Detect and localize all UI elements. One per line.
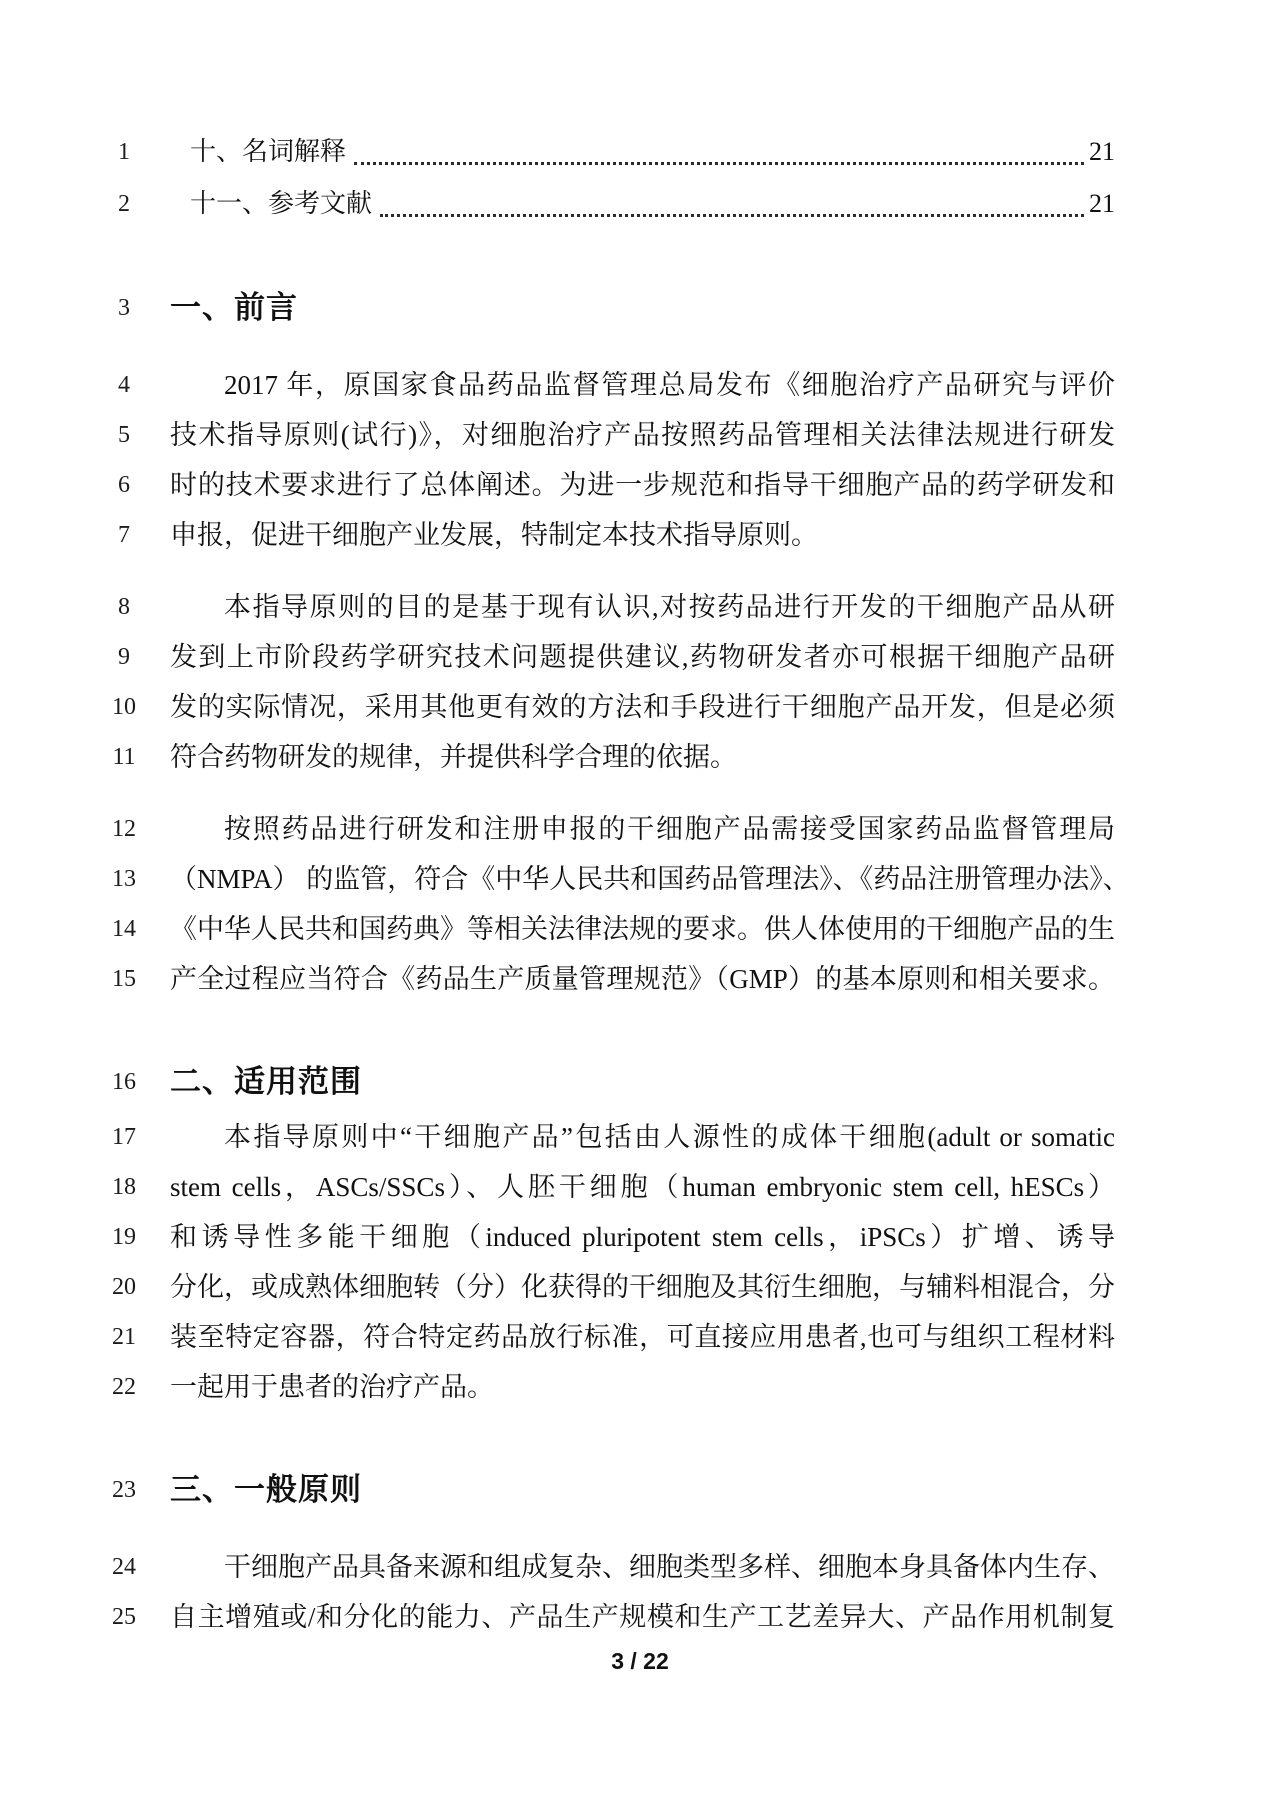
- body-row: [100, 582, 1115, 632]
- toc-row: [100, 126, 1115, 178]
- body-text-line: 发到上市阶段药学研究技术问题提供建议,药物研发者亦可根据干细胞产品研: [170, 642, 1115, 672]
- section-heading: 三、一般原则: [170, 1472, 362, 1507]
- line-number: 1: [118, 139, 130, 165]
- heading-row: [100, 1460, 1115, 1520]
- body-row: [100, 632, 1115, 682]
- body-row: [100, 1312, 1115, 1362]
- line-number: 12: [112, 816, 136, 842]
- body-text-line: （NMPA） 的监管，符合《中华人民共和国药品管理法》、《药品注册管理办法》、: [170, 864, 1130, 894]
- body-text-line: 时的技术要求进行了总体阐述。为进一步规范和指导干细胞产品的药学研发和: [170, 470, 1115, 500]
- body-text-line: stem cells，ASCs/SSCs）、人胚干细胞（human embryonic stem cell, hESCs）: [170, 1172, 1115, 1202]
- body-row: [100, 682, 1115, 732]
- body-row: [100, 1112, 1115, 1162]
- body-text-line: 技术指导原则(试行)》，对细胞治疗产品按照药品管理相关法律法规进行研发: [170, 420, 1115, 450]
- heading-row: [100, 1052, 1115, 1112]
- section-heading: 一、前言: [170, 290, 298, 325]
- body-text-line: 发的实际情况，采用其他更有效的方法和手段进行干细胞产品开发，但是必须: [170, 692, 1115, 722]
- body-row: [100, 510, 1115, 560]
- body-text-line: 装至特定容器，符合特定药品放行标准，可直接应用患者,也可与组织工程材料: [170, 1322, 1115, 1352]
- page-number-indicator: 3 / 22: [611, 1648, 669, 1674]
- body-text-line: 按照药品进行研发和注册申报的干细胞产品需接受国家药品监督管理局: [224, 814, 1115, 844]
- line-number: 8: [118, 594, 130, 620]
- line-number: 19: [112, 1224, 136, 1250]
- line-number: 13: [112, 866, 136, 892]
- body-row: [100, 1592, 1115, 1642]
- line-number: 18: [112, 1174, 136, 1200]
- body-text-line: 分化，或成熟体细胞转（分）化获得的干细胞及其衍生细胞，与辅料相混合，分: [170, 1272, 1115, 1302]
- body-text-line: 申报，促进干细胞产业发展，特制定本技术指导原则。: [170, 520, 818, 550]
- body-text-line: 《中华人民共和国药典》等相关法律法规的要求。供人体使用的干细胞产品的生: [170, 914, 1115, 944]
- line-number: 16: [112, 1069, 136, 1095]
- line-number: 9: [118, 644, 130, 670]
- line-number: 15: [112, 966, 136, 992]
- body-text-line: 产全过程应当符合《药品生产质量管理规范》（GMP）的基本原则和相关要求。: [170, 964, 1115, 994]
- line-number: 22: [112, 1374, 136, 1400]
- body-row: [100, 410, 1115, 460]
- line-number: 4: [118, 372, 130, 398]
- line-number: 21: [112, 1324, 136, 1350]
- toc-dotted-leader: [354, 162, 1084, 165]
- body-row: [100, 1162, 1115, 1212]
- line-number: 17: [112, 1124, 136, 1150]
- line-number: 2: [118, 191, 130, 217]
- line-number: 25: [112, 1604, 136, 1630]
- toc-entry-page-number: 21: [1089, 189, 1115, 218]
- toc-dotted-leader: [380, 214, 1084, 217]
- line-number: 6: [118, 472, 130, 498]
- toc-row: [100, 178, 1115, 230]
- body-row: [100, 1212, 1115, 1262]
- line-number: 20: [112, 1274, 136, 1300]
- body-row: [100, 360, 1115, 410]
- body-row: [100, 954, 1115, 1004]
- line-number: 24: [112, 1554, 136, 1580]
- line-number: 23: [112, 1477, 136, 1503]
- toc-entry-page-number: 21: [1089, 137, 1115, 166]
- body-row: [100, 854, 1130, 904]
- line-number: 11: [112, 744, 136, 770]
- section-heading: 二、适用范围: [170, 1064, 362, 1099]
- body-row: [100, 1262, 1115, 1312]
- toc-entry: [148, 178, 1115, 230]
- toc-entry-label: 十一、参考文献: [190, 189, 373, 218]
- body-text-line: 和诱导性多能干细胞（induced pluripotent stem cells，iPSCs）扩增、诱导: [170, 1222, 1115, 1252]
- toc-entry-label: 十、名词解释: [190, 137, 347, 166]
- toc-entry: [148, 126, 1115, 178]
- body-text-line: 本指导原则的目的是基于现有认识,对按药品进行开发的干细胞产品从研: [224, 592, 1115, 622]
- heading-row: [100, 278, 1115, 338]
- body-row: [100, 732, 1115, 782]
- body-text-line: 符合药物研发的规律，并提供科学合理的依据。: [170, 742, 737, 772]
- line-number: 3: [118, 295, 130, 321]
- body-row: [100, 1542, 1115, 1592]
- body-text-line: 本指导原则中“干细胞产品”包括由人源性的成体干细胞(adult or somatic: [224, 1122, 1115, 1152]
- body-row: [100, 804, 1115, 854]
- line-number: 14: [112, 916, 136, 942]
- body-row: [100, 1362, 1115, 1412]
- line-number: 7: [118, 522, 130, 548]
- line-number: 5: [118, 422, 130, 448]
- body-row: [100, 460, 1115, 510]
- line-number: 10: [112, 694, 136, 720]
- body-text-line: 一起用于患者的治疗产品。: [170, 1372, 494, 1402]
- body-row: [100, 904, 1115, 954]
- body-text-line: 干细胞产品具备来源和组成复杂、细胞类型多样、细胞本身具备体内生存、: [224, 1552, 1115, 1582]
- body-text-line: 自主增殖或/和分化的能力、产品生产规模和生产工艺差异大、产品作用机制复: [170, 1602, 1115, 1632]
- body-text-line: 2017 年，原国家食品药品监督管理总局发布《细胞治疗产品研究与评价: [224, 370, 1115, 400]
